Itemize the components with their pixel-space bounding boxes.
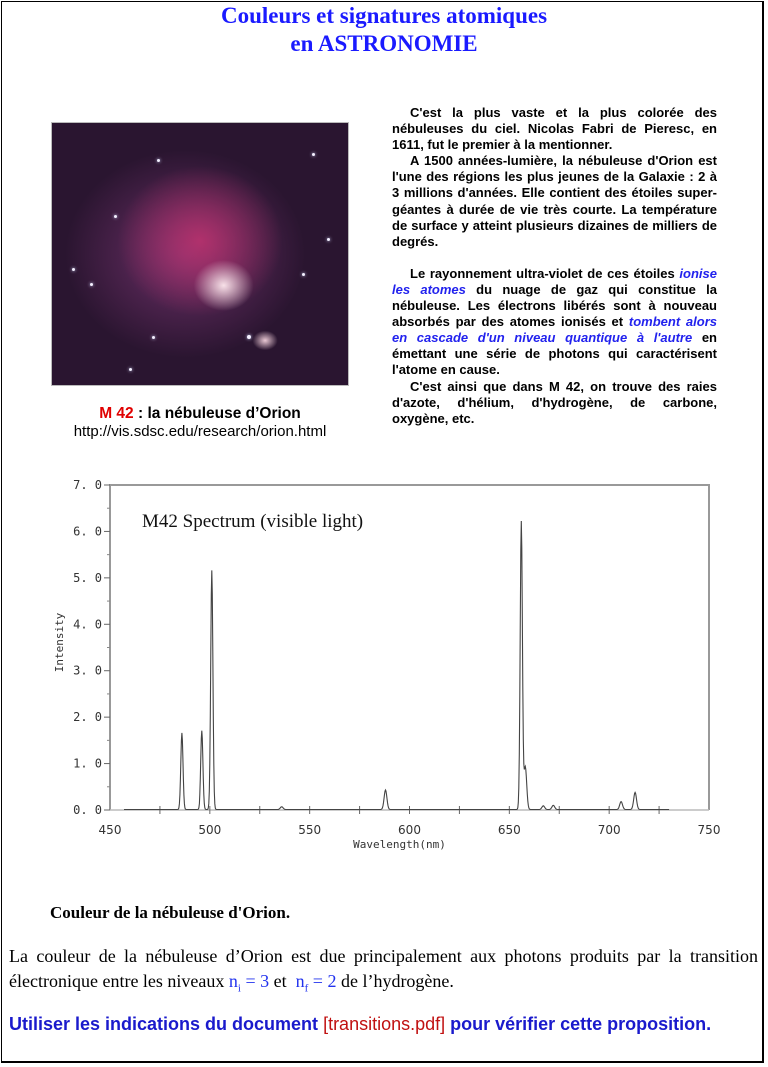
paragraph-3 xyxy=(392,266,717,379)
star xyxy=(312,153,315,156)
x-tick-label: 600 xyxy=(398,823,421,837)
plot-frame xyxy=(110,485,709,810)
section-body xyxy=(9,944,758,1002)
text: pour vérifier cette proposition. xyxy=(445,1014,712,1034)
title-line-2: en ASTRONOMIE xyxy=(290,31,478,56)
title-line-1: Couleurs et signatures atomiques xyxy=(220,3,548,28)
star xyxy=(114,215,117,218)
x-tick-label: 550 xyxy=(298,823,322,837)
level-nf: $n_f = 2$ xyxy=(295,971,337,995)
level-ni: $n_i = 3$ xyxy=(228,971,270,995)
y-tick-label: 4. 0 xyxy=(73,617,102,632)
star xyxy=(72,268,75,271)
star xyxy=(129,368,132,371)
text: de l’hydrogène. xyxy=(336,971,454,991)
chart-title: M42 Spectrum (visible light) xyxy=(142,511,364,532)
x-tick-label: 700 xyxy=(597,823,621,837)
transitions-pdf-link[interactable]: [transitions.pdf] xyxy=(323,1014,446,1034)
y-tick-label: 2. 0 xyxy=(73,710,102,725)
paragraph-2: A 1500 années-lumière, la nébuleuse d'Orion est l'une des régions les plus jeunes de la Galaxie : 2 à 3 millions d'années. Elle contient des étoiles super-géantes à durée de vie très courte. La température de surface y atteint plusieurs dizaines de milliers de degrés. xyxy=(392,153,717,249)
text: en émettant une série de photons qui caractérisent l'atome en cause. xyxy=(392,330,717,378)
y-axis-label: Intensity xyxy=(53,612,66,673)
orion-nebula-image xyxy=(51,122,349,386)
emphasis-ionise: ionise les atomes xyxy=(392,265,717,297)
caption-highlight: M 42 xyxy=(99,405,134,422)
text: du nuage de gaz qui constitue la nébuleuse. Les électrons libérés sont à nouveau absorbés par des atomes ionisés et xyxy=(392,281,717,330)
text: La couleur de la nébuleuse d’Orion est due principalement aux photons produits par la transition électronique entre les niveaux xyxy=(9,946,758,991)
star xyxy=(327,238,330,241)
star xyxy=(302,273,305,276)
y-tick-label: 1. 0 xyxy=(73,756,102,771)
source-url[interactable]: http://vis.sdsc.edu/research/orion.html xyxy=(73,423,327,440)
y-tick-label: 6. 0 xyxy=(73,524,102,539)
y-tick-label: 0. 0 xyxy=(73,803,102,817)
description-text xyxy=(392,105,717,427)
text: Utiliser les indications du document xyxy=(9,1014,324,1034)
y-tick-label: 5. 0 xyxy=(73,570,102,585)
emphasis-cascade: tombent alors en cascade d'un niveau quantique à l'autre xyxy=(392,314,717,346)
spectrum-line xyxy=(124,521,669,810)
x-tick-label: 750 xyxy=(697,823,721,837)
caption-text: : la nébuleuse d’Orion xyxy=(133,405,301,422)
section-title: Couleur de la nébuleuse d'Orion. xyxy=(50,903,291,922)
x-tick-label: 650 xyxy=(497,823,521,837)
text: Le rayonnement ultra-violet de ces étoiles xyxy=(410,265,680,281)
x-tick-label: 500 xyxy=(198,823,222,837)
star xyxy=(90,283,93,286)
paragraph-1: C'est la plus vaste et la plus colorée des nébuleuses du ciel. Nicolas Fabri de Pieresc, en 1611, fut le premier à la mentionner. xyxy=(392,105,717,153)
y-tick-label: 3. 0 xyxy=(73,663,102,678)
page-title xyxy=(0,2,768,58)
star xyxy=(157,159,160,162)
y-tick-label: 7. 0 xyxy=(73,478,102,492)
text: et xyxy=(269,971,296,991)
instruction xyxy=(9,1012,758,1037)
image-caption xyxy=(30,405,370,441)
spectrum-chart xyxy=(0,470,768,860)
star xyxy=(247,335,251,339)
x-axis-label: Wavelength(nm) xyxy=(353,838,446,851)
paragraph-4: C'est ainsi que dans M 42, on trouve des raies d'azote, d'hélium, d'hydrogène, de carbone, oxygène, etc. xyxy=(392,378,717,426)
star xyxy=(152,336,155,339)
x-tick-label: 450 xyxy=(98,823,122,837)
